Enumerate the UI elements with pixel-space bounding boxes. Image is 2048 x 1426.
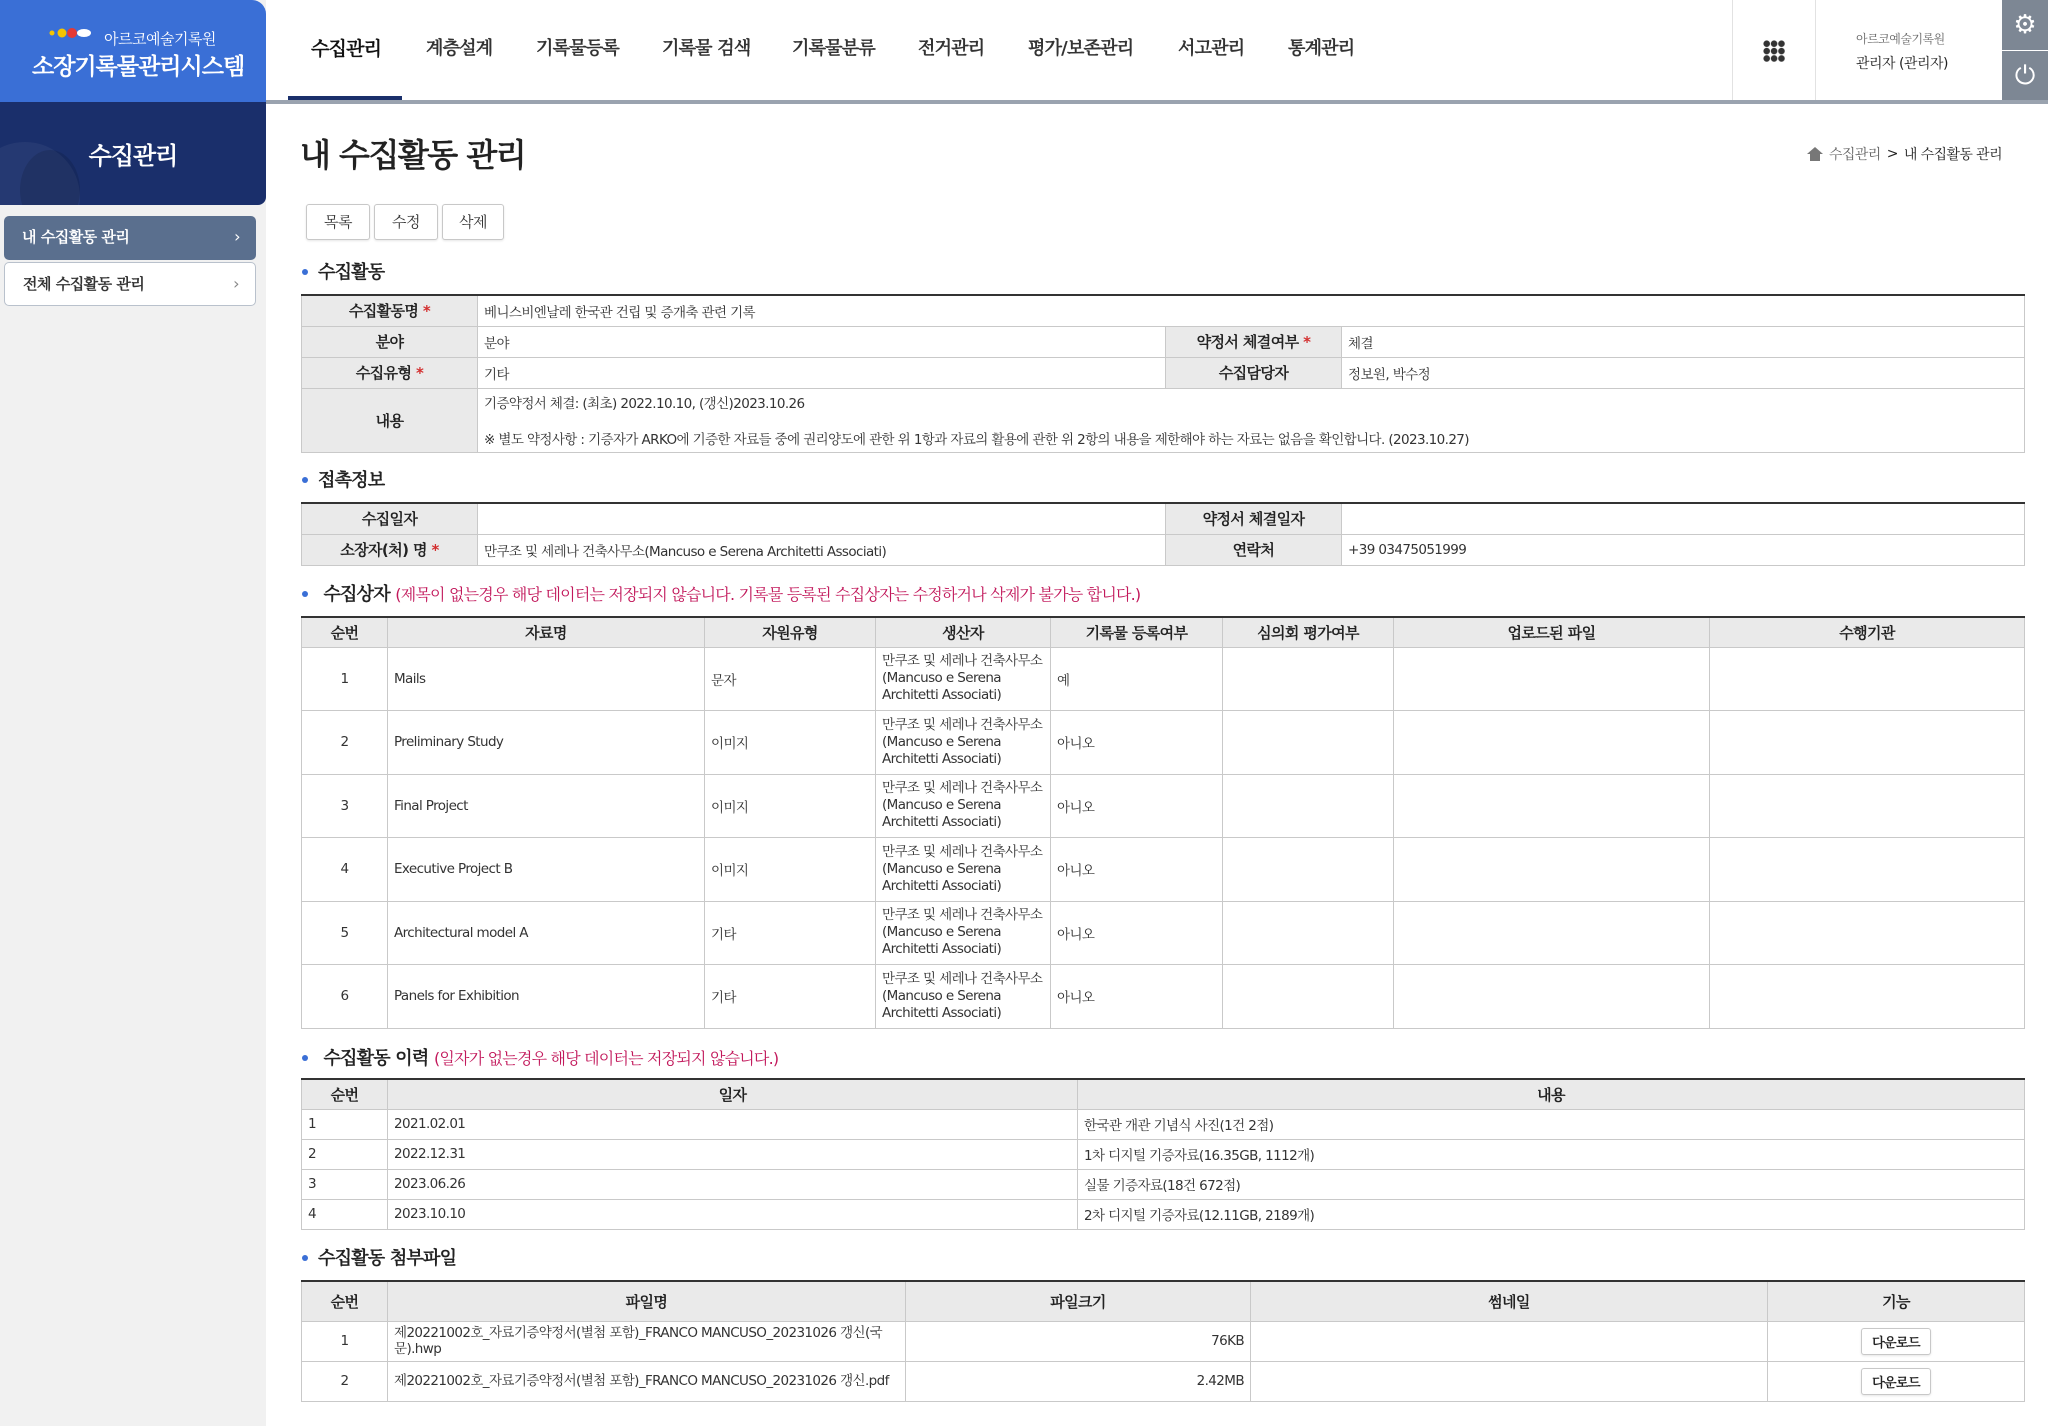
- type-value: 기타: [478, 357, 1166, 388]
- item-producer: 만쿠조 및 세레나 건축사무소(Mancuso e Serena Architetti Associati): [876, 965, 1051, 1029]
- settings-button[interactable]: [2002, 0, 2048, 50]
- nav-divider: [266, 100, 2048, 104]
- item-producer: 만쿠조 및 세레나 건축사무소(Mancuso e Serena Architetti Associati): [876, 901, 1051, 965]
- column-header: 기록물 등록여부: [1051, 617, 1223, 647]
- top-navigation: [266, 0, 2048, 102]
- item-agency: [1710, 838, 2025, 902]
- column-header: 수행기관: [1710, 617, 2025, 647]
- table-row[interactable]: [302, 1109, 2025, 1139]
- home-icon[interactable]: [1807, 147, 1823, 161]
- download-button[interactable]: 다운로드: [1861, 1328, 1931, 1355]
- column-header: 업로드된 파일: [1394, 617, 1710, 647]
- history-no: 1: [302, 1109, 388, 1139]
- agreement-value: 체결: [1342, 326, 2025, 357]
- app-grid-button[interactable]: [1732, 0, 1816, 100]
- gear-icon: ⚙: [2013, 10, 2037, 40]
- table-row[interactable]: [302, 711, 2025, 775]
- history-date: 2022.12.31: [388, 1139, 1078, 1169]
- file-thumbnail: [1251, 1321, 1768, 1361]
- item-agency: [1710, 647, 2025, 711]
- list-button[interactable]: 목록: [306, 204, 370, 240]
- content-value: [478, 388, 2025, 452]
- column-header: 내용: [1078, 1079, 2025, 1109]
- history-date: 2023.10.10: [388, 1199, 1078, 1229]
- table-row[interactable]: [302, 647, 2025, 711]
- logo[interactable]: [0, 0, 266, 102]
- column-header: 기능: [1768, 1281, 2025, 1321]
- power-icon: ⏻: [2014, 60, 2036, 91]
- item-producer: 만쿠조 및 세레나 건축사무소(Mancuso e Serena Architetti Associati): [876, 774, 1051, 838]
- page-title: 내 수집활동 관리: [300, 136, 526, 174]
- file-size: 2.42MB: [906, 1361, 1251, 1401]
- item-registered: 아니오: [1051, 838, 1223, 902]
- sidebar-title-panel: [0, 102, 266, 205]
- content-line: 기증약정서 체결: (최초) 2022.10.10, (갱신)2023.10.26: [484, 396, 805, 412]
- phone-label: 연락처: [1166, 534, 1342, 565]
- item-reviewed: [1223, 774, 1394, 838]
- content-line: ※ 별도 약정사항 : 기증자가 ARKO에 기증한 자료들 중에 권리양도에 관한 위 1항과 자료의 활용에 관한 위 2항의 내용을 제한해야 하는 자료는 없음을 확인합니다. (2023.10.27): [484, 432, 1469, 448]
- item-registered: 아니오: [1051, 965, 1223, 1029]
- item-agency: [1710, 774, 2025, 838]
- item-name: Architectural model A: [388, 901, 705, 965]
- logo-system-name: 소장기록물관리시스템: [32, 54, 245, 80]
- history-note: (일자가 없는경우 해당 데이터는 저장되지 않습니다.): [433, 1049, 779, 1068]
- logo-org: 아르코예술기록원: [104, 30, 216, 48]
- item-name: Preliminary Study: [388, 711, 705, 775]
- activity-name-label: 수집활동명 *: [302, 295, 478, 326]
- breadcrumb-parent[interactable]: 수집관리: [1828, 147, 1881, 163]
- item-agency: [1710, 965, 2025, 1029]
- file-thumbnail: [1251, 1361, 1768, 1401]
- nav-item-search[interactable]: 기록물 검색: [662, 38, 751, 59]
- chevron-right-icon: ›: [233, 274, 239, 293]
- item-type: 문자: [705, 647, 876, 711]
- item-type: 기타: [705, 901, 876, 965]
- owner-value: 만쿠조 및 세레나 건축사무소(Mancuso e Serena Architetti Associati): [478, 534, 1166, 565]
- user-org: 아르코예술기록원: [1856, 32, 1945, 46]
- type-label: 수집유형 *: [302, 357, 478, 388]
- item-producer: 만쿠조 및 세레나 건축사무소(Mancuso e Serena Architetti Associati): [876, 711, 1051, 775]
- breadcrumb-separator: >: [1886, 146, 1898, 162]
- sidebar-item-my-activities[interactable]: [4, 216, 256, 260]
- activity-name-value: 베니스비엔날레 한국관 건립 및 증개축 관련 기록: [478, 295, 2025, 326]
- item-type: 이미지: [705, 838, 876, 902]
- items-table: [301, 616, 2025, 1029]
- field-value: 분야: [478, 326, 1166, 357]
- item-type: 이미지: [705, 774, 876, 838]
- history-content: 한국관 개관 기념식 사진(1건 2점): [1078, 1109, 2025, 1139]
- item-registered: 예: [1051, 647, 1223, 711]
- table-row[interactable]: [302, 901, 2025, 965]
- logo-mark-icon: [48, 24, 100, 42]
- item-name: Panels for Exhibition: [388, 965, 705, 1029]
- item-type: 기타: [705, 965, 876, 1029]
- item-no: 6: [302, 965, 388, 1029]
- item-reviewed: [1223, 647, 1394, 711]
- file-name: 제20221002호_자료기증약정서(별첨 포함)_FRANCO MANCUSO_20231026 갱신(국문).hwp: [388, 1321, 906, 1361]
- field-label: 분야: [302, 326, 478, 357]
- item-agency: [1710, 901, 2025, 965]
- nav-item-storage[interactable]: 서고관리: [1178, 38, 1245, 59]
- item-producer: 만쿠조 및 세레나 건축사무소(Mancuso e Serena Architetti Associati): [876, 647, 1051, 711]
- history-content: 1차 디지털 기증자료(16.35GB, 1112개): [1078, 1139, 2025, 1169]
- section-title-contact: 접촉정보: [302, 466, 384, 492]
- breadcrumb: [1807, 144, 2002, 164]
- delete-button[interactable]: 삭제: [442, 204, 504, 240]
- column-header: 순번: [302, 1281, 388, 1321]
- item-no: 1: [302, 647, 388, 711]
- column-header: 자원유형: [705, 617, 876, 647]
- history-table: [301, 1078, 2025, 1230]
- nav-item-registration[interactable]: 기록물등록: [536, 38, 619, 59]
- history-no: 4: [302, 1199, 388, 1229]
- sidebar-item-all-activities[interactable]: [4, 262, 256, 306]
- contact-table: [301, 502, 2025, 566]
- user-name: 관리자 (관리자): [1856, 56, 1949, 72]
- item-file: [1394, 711, 1710, 775]
- agreement-date-value: [1342, 503, 2025, 534]
- column-header: 썸네일: [1251, 1281, 1768, 1321]
- item-file: [1394, 647, 1710, 711]
- item-no: 5: [302, 901, 388, 965]
- table-row[interactable]: [302, 1321, 2025, 1361]
- sidebar-title: 수집관리: [88, 142, 178, 170]
- item-file: [1394, 901, 1710, 965]
- breadcrumb-current: 내 수집활동 관리: [1903, 147, 2002, 163]
- column-header: 일자: [388, 1079, 1078, 1109]
- manager-value: 정보원, 박수정: [1342, 357, 2025, 388]
- item-reviewed: [1223, 711, 1394, 775]
- nav-item-collection[interactable]: 수집관리: [311, 38, 382, 60]
- item-agency: [1710, 711, 2025, 775]
- column-header: 파일크기: [906, 1281, 1251, 1321]
- column-header: 생산자: [876, 617, 1051, 647]
- download-button[interactable]: 다운로드: [1861, 1368, 1931, 1395]
- column-header: 순번: [302, 1079, 388, 1109]
- table-row[interactable]: [302, 1139, 2025, 1169]
- file-action: [1768, 1321, 2025, 1361]
- item-reviewed: [1223, 838, 1394, 902]
- nav-item-evaluation[interactable]: 평가/보존관리: [1028, 38, 1134, 59]
- logout-button[interactable]: [2002, 51, 2048, 101]
- owner-label: 소장자(처) 명 *: [302, 534, 478, 565]
- nav-item-hierarchy[interactable]: 계층설계: [426, 38, 493, 59]
- column-header: 파일명: [388, 1281, 906, 1321]
- files-table: [301, 1280, 2025, 1402]
- history-no: 2: [302, 1139, 388, 1169]
- collection-date-label: 수집일자: [302, 503, 478, 534]
- sidebar-item-label: 전체 수집활동 관리: [23, 275, 145, 293]
- section-title-history: 수집활동 이력 (일자가 없는경우 해당 데이터는 저장되지 않습니다.): [302, 1044, 778, 1070]
- phone-value: +39 03475051999: [1342, 534, 2025, 565]
- item-name: Executive Project B: [388, 838, 705, 902]
- column-header: 심의회 평가여부: [1223, 617, 1394, 647]
- column-header: 자료명: [388, 617, 705, 647]
- item-file: [1394, 774, 1710, 838]
- chevron-right-icon: ›: [234, 227, 240, 246]
- manager-label: 수집담당자: [1166, 357, 1342, 388]
- item-registered: 아니오: [1051, 901, 1223, 965]
- agreement-date-label: 약정서 체결일자: [1166, 503, 1342, 534]
- table-row[interactable]: [302, 1361, 2025, 1401]
- agreement-label: 약정서 체결여부 *: [1166, 326, 1342, 357]
- table-row[interactable]: [302, 774, 2025, 838]
- grid-icon: [1763, 40, 1785, 62]
- file-no: 2: [302, 1361, 388, 1401]
- history-date: 2023.06.26: [388, 1169, 1078, 1199]
- history-content: 2차 디지털 기증자료(12.11GB, 2189개): [1078, 1199, 2025, 1229]
- history-no: 3: [302, 1169, 388, 1199]
- edit-button[interactable]: 수정: [374, 204, 438, 240]
- item-producer: 만쿠조 및 세레나 건축사무소(Mancuso e Serena Architetti Associati): [876, 838, 1051, 902]
- table-row[interactable]: [302, 1169, 2025, 1199]
- table-row[interactable]: [302, 1199, 2025, 1229]
- nav-item-classification[interactable]: 기록물분류: [792, 38, 875, 59]
- history-date: 2021.02.01: [388, 1109, 1078, 1139]
- section-title-files: 수집활동 첨부파일: [302, 1244, 456, 1270]
- item-type: 이미지: [705, 711, 876, 775]
- item-registered: 아니오: [1051, 774, 1223, 838]
- table-row[interactable]: [302, 965, 2025, 1029]
- item-no: 2: [302, 711, 388, 775]
- items-note: (제목이 없는경우 해당 데이터는 저장되지 않습니다. 기록물 등록된 수집상자는 수정하거나 삭제가 불가능 합니다.): [395, 585, 1141, 604]
- sidebar-item-label: 내 수집활동 관리: [22, 228, 130, 246]
- collection-date-value: [478, 503, 1166, 534]
- item-registered: 아니오: [1051, 711, 1223, 775]
- nav-item-authority[interactable]: 전거관리: [918, 38, 985, 59]
- history-content: 실물 기증자료(18건 672점): [1078, 1169, 2025, 1199]
- item-reviewed: [1223, 965, 1394, 1029]
- section-title-items: 수집상자 (제목이 없는경우 해당 데이터는 저장되지 않습니다. 기록물 등록된 수집상자는 수정하거나 삭제가 불가능 합니다.): [302, 580, 1140, 606]
- content-label: 내용: [302, 388, 478, 452]
- item-name: Final Project: [388, 774, 705, 838]
- table-row[interactable]: [302, 838, 2025, 902]
- item-no: 4: [302, 838, 388, 902]
- nav-item-statistics[interactable]: 통계관리: [1288, 38, 1355, 59]
- sidebar: [0, 0, 266, 1426]
- file-action: [1768, 1361, 2025, 1401]
- item-name: Mails: [388, 647, 705, 711]
- column-header: 순번: [302, 617, 388, 647]
- item-no: 3: [302, 774, 388, 838]
- item-file: [1394, 838, 1710, 902]
- activity-table: [301, 294, 2025, 453]
- file-name: 제20221002호_자료기증약정서(별첨 포함)_FRANCO MANCUSO_20231026 갱신.pdf: [388, 1361, 906, 1401]
- item-reviewed: [1223, 901, 1394, 965]
- file-no: 1: [302, 1321, 388, 1361]
- item-file: [1394, 965, 1710, 1029]
- user-info: [1856, 30, 1948, 73]
- section-title-activity: 수집활동: [302, 258, 384, 284]
- file-size: 76KB: [906, 1321, 1251, 1361]
